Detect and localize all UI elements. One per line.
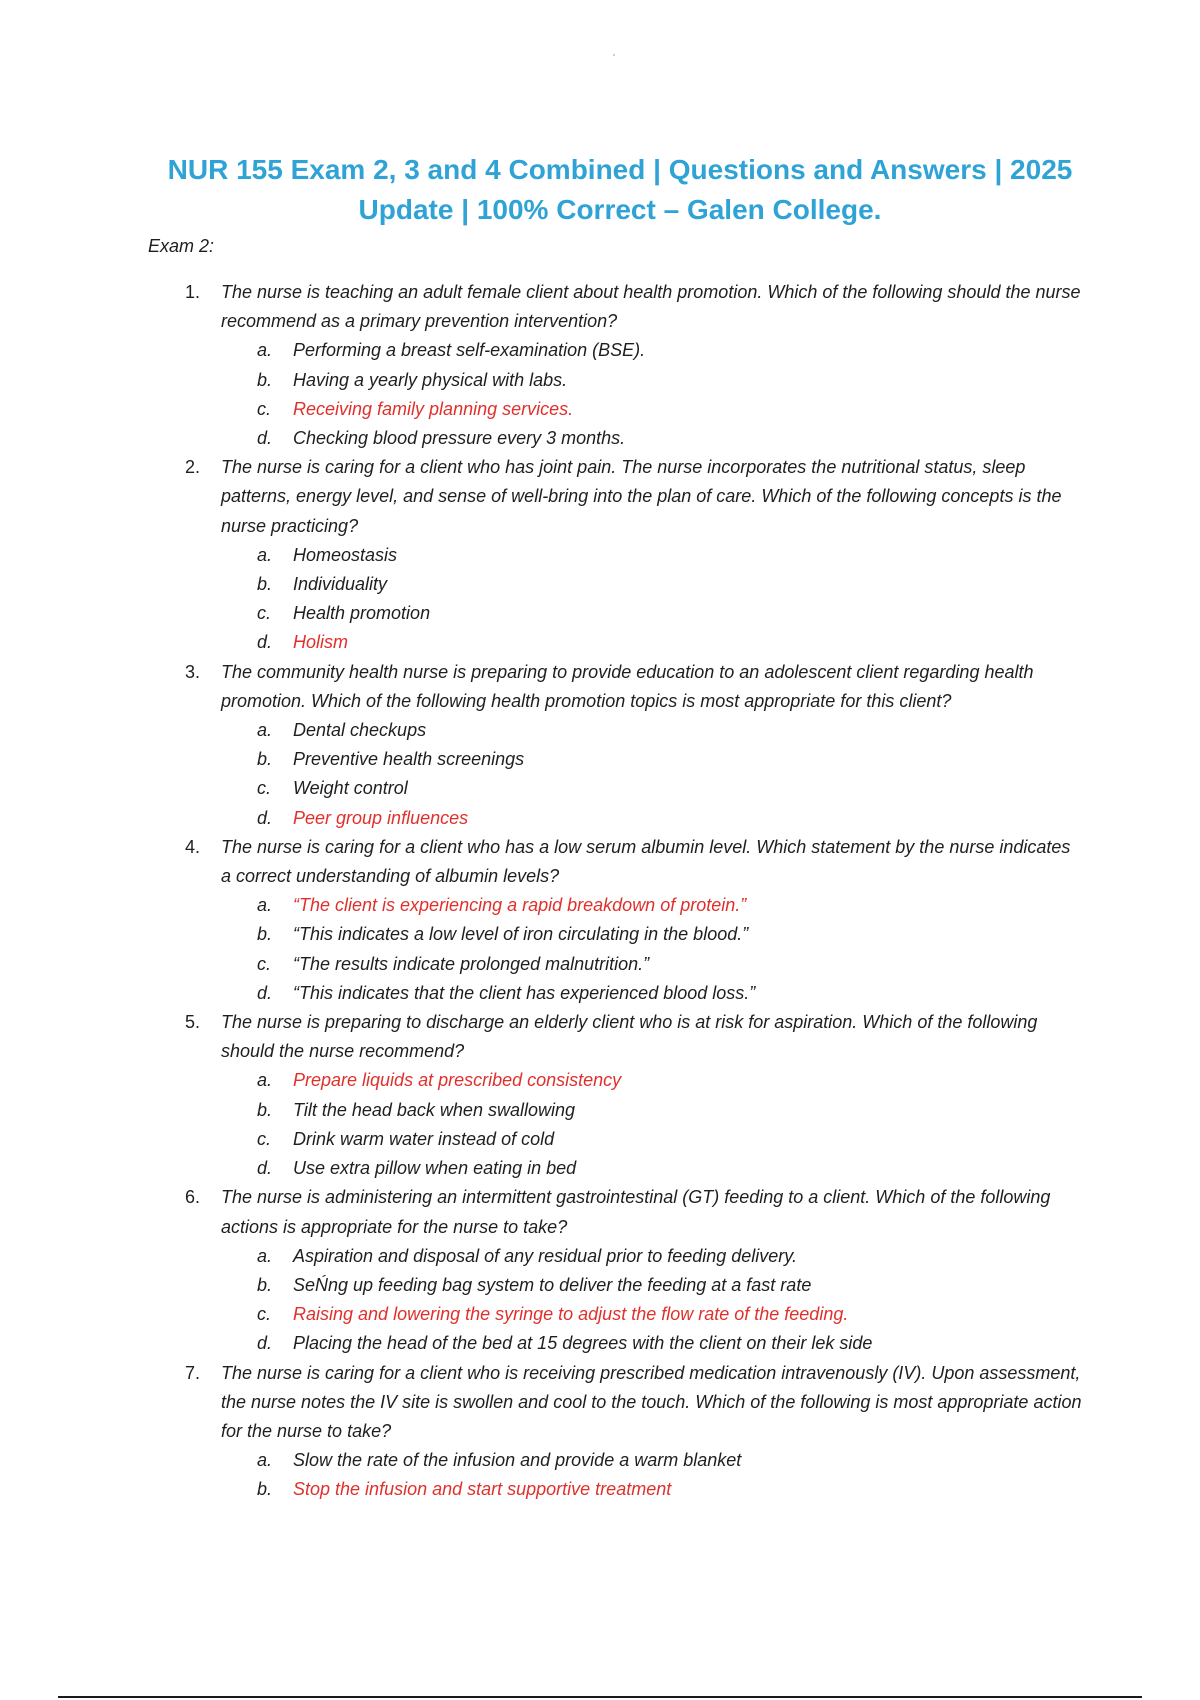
option-text: SeŃng up feeding bag system to deliver the feeding at a fast rate bbox=[293, 1274, 812, 1295]
option-text: Drink warm water instead of cold bbox=[293, 1128, 555, 1149]
answer-options bbox=[221, 1242, 1085, 1359]
question-item bbox=[185, 1183, 1085, 1358]
answer-option bbox=[257, 774, 1085, 803]
option-letter: d. bbox=[257, 632, 273, 653]
option-text: Slow the rate of the infusion and provide a warm blanket bbox=[293, 1450, 742, 1471]
option-letter: b. bbox=[257, 369, 273, 390]
option-text: Performing a breast self-examination (BSE). bbox=[293, 340, 646, 361]
option-letter: c. bbox=[257, 1304, 272, 1325]
option-text: Health promotion bbox=[293, 603, 431, 624]
question-text: The nurse is caring for a client who is receiving prescribed medication intravenously (IV). Upon assessment, the nurse notes the IV site is swollen and cool to the touch. Which of the following is most appropriate action for the nurse to take? bbox=[221, 1362, 1082, 1441]
option-letter: b. bbox=[257, 1099, 273, 1120]
option-letter: d. bbox=[257, 1158, 273, 1179]
answer-option-correct bbox=[257, 395, 1085, 424]
option-text: “This indicates a low level of iron circulating in the blood.” bbox=[293, 924, 749, 945]
answer-options bbox=[221, 336, 1085, 453]
option-letter: b. bbox=[257, 574, 273, 595]
page-mark bbox=[613, 54, 615, 56]
answer-option bbox=[257, 1329, 1085, 1358]
question-item bbox=[185, 833, 1085, 1008]
option-text: “The client is experiencing a rapid breakdown of protein.” bbox=[293, 895, 747, 916]
answer-option-correct bbox=[257, 891, 1085, 920]
option-letter: a. bbox=[257, 895, 273, 916]
question-text: The community health nurse is preparing to provide education to an adolescent client regarding health promotion. Which of the following health promotion topics is most appropriate for this client? bbox=[221, 661, 1034, 711]
answer-option bbox=[257, 1154, 1085, 1183]
answer-option bbox=[257, 336, 1085, 365]
option-letter: d. bbox=[257, 1333, 273, 1354]
question-text: The nurse is teaching an adult female client about health promotion. Which of the following should the nurse recommend as a primary prevention intervention? bbox=[221, 282, 1081, 332]
question-number: 6. bbox=[185, 1187, 201, 1208]
option-text: Placing the head of the bed at 15 degrees with the client on their lek side bbox=[293, 1333, 873, 1354]
question-number: 1. bbox=[185, 282, 201, 302]
option-text: Raising and lowering the syringe to adjust the flow rate of the feeding. bbox=[293, 1304, 849, 1325]
document-title: NUR 155 Exam 2, 3 and 4 Combined | Questions and Answers | 2025 Update | 100% Correct – Galen College. bbox=[167, 154, 1073, 225]
answer-option bbox=[257, 1242, 1085, 1271]
option-letter: b. bbox=[257, 1274, 273, 1295]
answer-option bbox=[257, 570, 1085, 599]
option-text: “The results indicate prolonged malnutrition.” bbox=[293, 953, 650, 974]
question-item bbox=[185, 1008, 1085, 1183]
question-item bbox=[185, 453, 1085, 657]
option-text: Weight control bbox=[293, 778, 408, 799]
answer-option-correct bbox=[257, 1475, 1085, 1504]
option-text: Use extra pillow when eating in bed bbox=[293, 1158, 577, 1179]
question-text: The nurse is preparing to discharge an elderly client who is at risk for aspiration. Which of the following should the nurse recommend? bbox=[221, 1012, 1038, 1062]
question-text: The nurse is caring for a client who has joint pain. The nurse incorporates the nutritional status, sleep patterns, energy level, and sense of well-bring into the plan of care. Which of the following concepts is the nurse practicing? bbox=[221, 457, 1062, 536]
question-number: 5. bbox=[185, 1012, 201, 1033]
question-item bbox=[185, 658, 1085, 833]
question-item bbox=[185, 1359, 1085, 1505]
answer-option bbox=[257, 1125, 1085, 1154]
option-letter: c. bbox=[257, 1128, 272, 1149]
option-text: Prepare liquids at prescribed consistency bbox=[293, 1070, 622, 1091]
option-text: Tilt the head back when swallowing bbox=[293, 1099, 575, 1120]
answer-option bbox=[257, 716, 1085, 745]
answer-option bbox=[257, 950, 1085, 979]
option-letter: b. bbox=[257, 749, 273, 770]
option-letter: c. bbox=[257, 778, 272, 799]
answer-options bbox=[221, 541, 1085, 658]
option-text: Individuality bbox=[293, 574, 388, 595]
question-text: The nurse is caring for a client who has a low serum albumin level. Which statement by the nurse indicates a correct understanding of albumin levels? bbox=[221, 836, 1071, 887]
question-number: 2. bbox=[185, 457, 201, 478]
option-text: Aspiration and disposal of any residual prior to feeding delivery. bbox=[293, 1245, 797, 1266]
option-letter: a. bbox=[257, 720, 273, 741]
option-text: Checking blood pressure every 3 months. bbox=[293, 428, 626, 449]
option-letter: d. bbox=[257, 428, 273, 449]
answer-option bbox=[257, 366, 1085, 395]
option-letter: b. bbox=[257, 924, 273, 945]
section-label: Exam 2: bbox=[148, 236, 215, 256]
option-text: Preventive health screenings bbox=[293, 749, 525, 770]
answer-option bbox=[257, 1271, 1085, 1300]
option-letter: a. bbox=[257, 1450, 273, 1471]
option-letter: a. bbox=[257, 340, 273, 361]
option-letter: a. bbox=[257, 544, 273, 565]
answer-option bbox=[257, 541, 1085, 570]
option-letter: d. bbox=[257, 807, 273, 828]
answer-options bbox=[221, 1446, 1085, 1504]
answer-option bbox=[257, 599, 1085, 628]
answer-option bbox=[257, 979, 1085, 1008]
option-text: “This indicates that the client has experienced blood loss.” bbox=[293, 982, 756, 1003]
option-text: Stop the infusion and start supportive treatment bbox=[293, 1479, 672, 1500]
option-letter: c. bbox=[257, 603, 272, 624]
answer-options bbox=[221, 1066, 1085, 1183]
answer-option-correct bbox=[257, 804, 1085, 833]
answer-option bbox=[257, 920, 1085, 949]
answer-option bbox=[257, 745, 1085, 774]
answer-option bbox=[257, 1446, 1085, 1475]
answer-option-correct bbox=[257, 1066, 1085, 1095]
option-text: Homeostasis bbox=[293, 544, 398, 565]
option-text: Receiving family planning services. bbox=[293, 398, 574, 419]
option-text: Dental checkups bbox=[293, 720, 427, 741]
option-letter: a. bbox=[257, 1245, 273, 1266]
answer-options bbox=[221, 891, 1085, 1008]
option-text: Holism bbox=[293, 632, 349, 653]
answer-option bbox=[257, 424, 1085, 453]
option-letter: c. bbox=[257, 398, 272, 419]
answer-options bbox=[221, 716, 1085, 833]
answer-option-correct bbox=[257, 628, 1085, 657]
option-text: Having a yearly physical with labs. bbox=[293, 369, 568, 390]
answer-option bbox=[257, 1096, 1085, 1125]
answer-option-correct bbox=[257, 1300, 1085, 1329]
question-number: 3. bbox=[185, 661, 201, 682]
question-number: 4. bbox=[185, 836, 201, 857]
option-letter: a. bbox=[257, 1070, 273, 1091]
footer-rule bbox=[58, 1696, 1142, 1698]
question-text: The nurse is administering an intermittent gastrointestinal (GT) feeding to a client. Which of the following actions is appropriate for the nurse to take? bbox=[221, 1187, 1051, 1237]
option-text: Peer group influences bbox=[293, 807, 469, 828]
option-letter: b. bbox=[257, 1479, 273, 1500]
option-letter: c. bbox=[257, 953, 272, 974]
question-number: 7. bbox=[185, 1362, 201, 1383]
question-list bbox=[185, 278, 1085, 1505]
question-item bbox=[185, 278, 1085, 453]
option-letter: d. bbox=[257, 982, 273, 1003]
